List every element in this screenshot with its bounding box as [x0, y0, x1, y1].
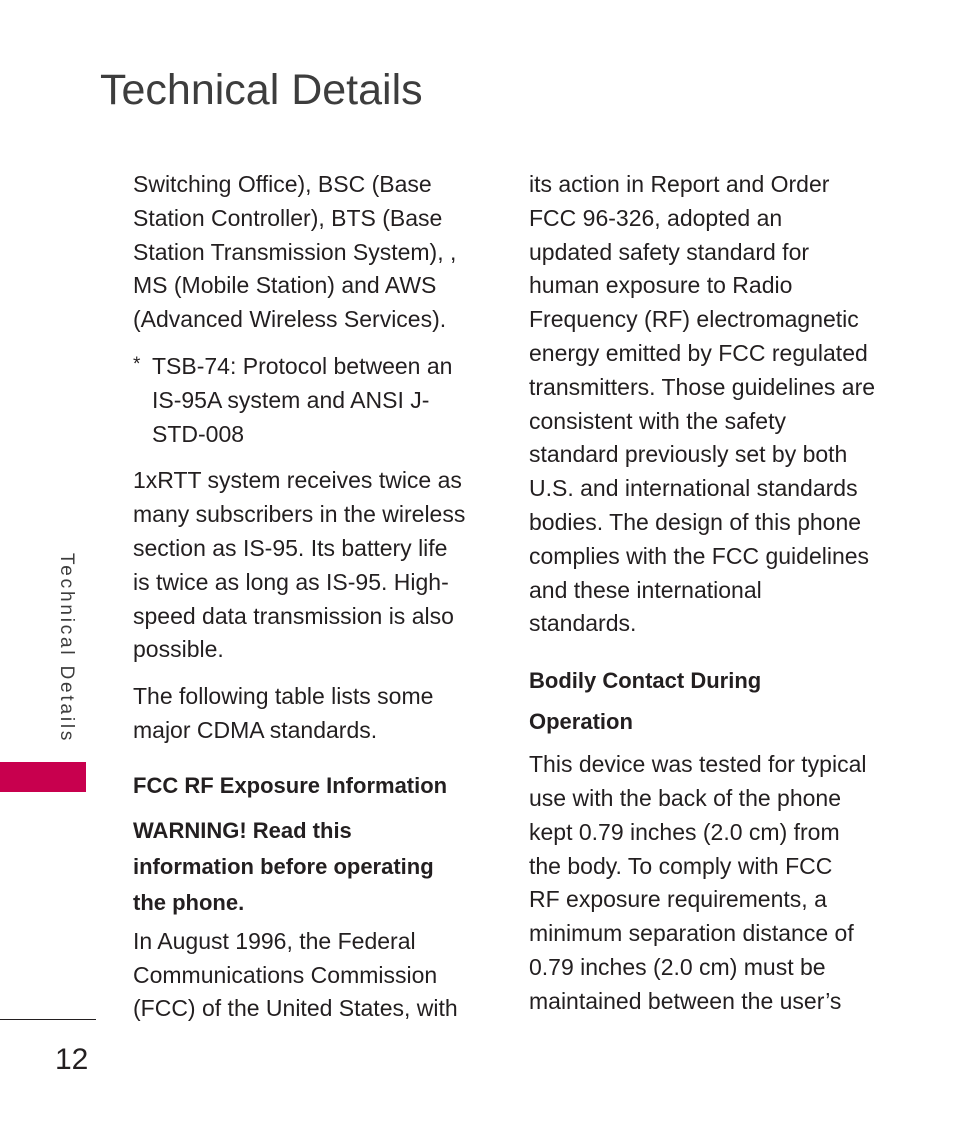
text-line: standard previously set by both [529, 441, 848, 468]
text-line: MS (Mobile Station) and AWS [133, 272, 437, 299]
text-line: Station Controller), BTS (Base [133, 204, 443, 231]
text-line: human exposure to Radio [529, 272, 793, 299]
text-line: 1xRTT system receives twice as [133, 467, 462, 494]
page-number: 12 [55, 1043, 89, 1076]
paragraph-network-terms [133, 168, 478, 337]
text-line: STD-008 [152, 420, 245, 447]
text-line: Frequency (RF) electromagnetic [529, 306, 859, 333]
text-line: FCC 96-326, adopted an [529, 204, 783, 231]
list-item-tsb74 [133, 350, 478, 451]
text-line: consistent with the safety [529, 407, 786, 434]
text-line: minimum separation distance of [529, 920, 854, 947]
text-line: the phone. [133, 889, 245, 915]
text-line: use with the back of the phone [529, 784, 841, 811]
text-line: complies with the FCC guidelines [529, 542, 870, 569]
text-line: Operation [529, 708, 633, 734]
section-tab-marker [0, 762, 86, 792]
text-line: energy emitted by FCC regulated [529, 339, 868, 366]
bullet-asterisk: * [133, 353, 141, 375]
text-line: speed data transmission is also [133, 602, 454, 629]
text-line: many subscribers in the wireless [133, 501, 466, 528]
text-line: RF exposure requirements, a [529, 886, 827, 913]
text-line: bodies. The design of this phone [529, 508, 862, 535]
section-heading-fcc-rf-exposure: FCC RF Exposure Information [133, 772, 448, 798]
text-line: (Advanced Wireless Services). [133, 306, 447, 333]
left-column [133, 168, 478, 1039]
text-line: updated safety standard for [529, 238, 810, 265]
text-line: maintained between the user’s [529, 987, 842, 1014]
text-line: the body. To comply with FCC [529, 852, 833, 879]
text-line: TSB-74: Protocol between an [152, 352, 453, 379]
text-line: standards. [529, 610, 637, 637]
text-line: information before operating [133, 853, 434, 879]
text-line: its action in Report and Order [529, 171, 830, 197]
page-number-divider [0, 1019, 96, 1020]
text-line: (FCC) of the United States, with [133, 995, 458, 1022]
text-line: kept 0.79 inches (2.0 cm) from [529, 818, 840, 845]
paragraph-fcc-standard [529, 168, 884, 641]
text-line: IS-95A system and ANSI J- [152, 386, 430, 413]
paragraph-body-distance [529, 748, 884, 1018]
text-line: section as IS-95. Its battery life [133, 534, 448, 561]
right-column [529, 168, 884, 1032]
text-line: WARNING! Read this [133, 817, 352, 843]
section-heading-bodily-contact [529, 661, 884, 742]
text-line: is twice as long as IS-95. High- [133, 568, 449, 595]
warning-heading [133, 813, 478, 921]
text-line: U.S. and international standards [529, 475, 858, 502]
page-title: Technical Details [100, 66, 423, 114]
text-line: major CDMA standards. [133, 716, 378, 743]
paragraph-cdma-table-intro [133, 680, 478, 748]
text-line: This device was tested for typical [529, 751, 867, 778]
text-line: Bodily Contact During [529, 668, 762, 694]
text-line: Switching Office), BSC (Base [133, 171, 432, 197]
paragraph-1xrtt [133, 464, 478, 667]
text-line: and these international [529, 576, 762, 603]
text-line: In August 1996, the Federal [133, 927, 416, 954]
text-line: Communications Commission [133, 961, 438, 988]
text-line: 0.79 inches (2.0 cm) must be [529, 953, 826, 980]
text-line: The following table lists some [133, 683, 434, 710]
text-line: possible. [133, 636, 224, 663]
side-section-label: Technical Details [56, 553, 77, 744]
paragraph-fcc-history [133, 925, 478, 1026]
text-line: Station Transmission System), , [133, 238, 457, 265]
text-line: transmitters. Those guidelines are [529, 373, 876, 400]
